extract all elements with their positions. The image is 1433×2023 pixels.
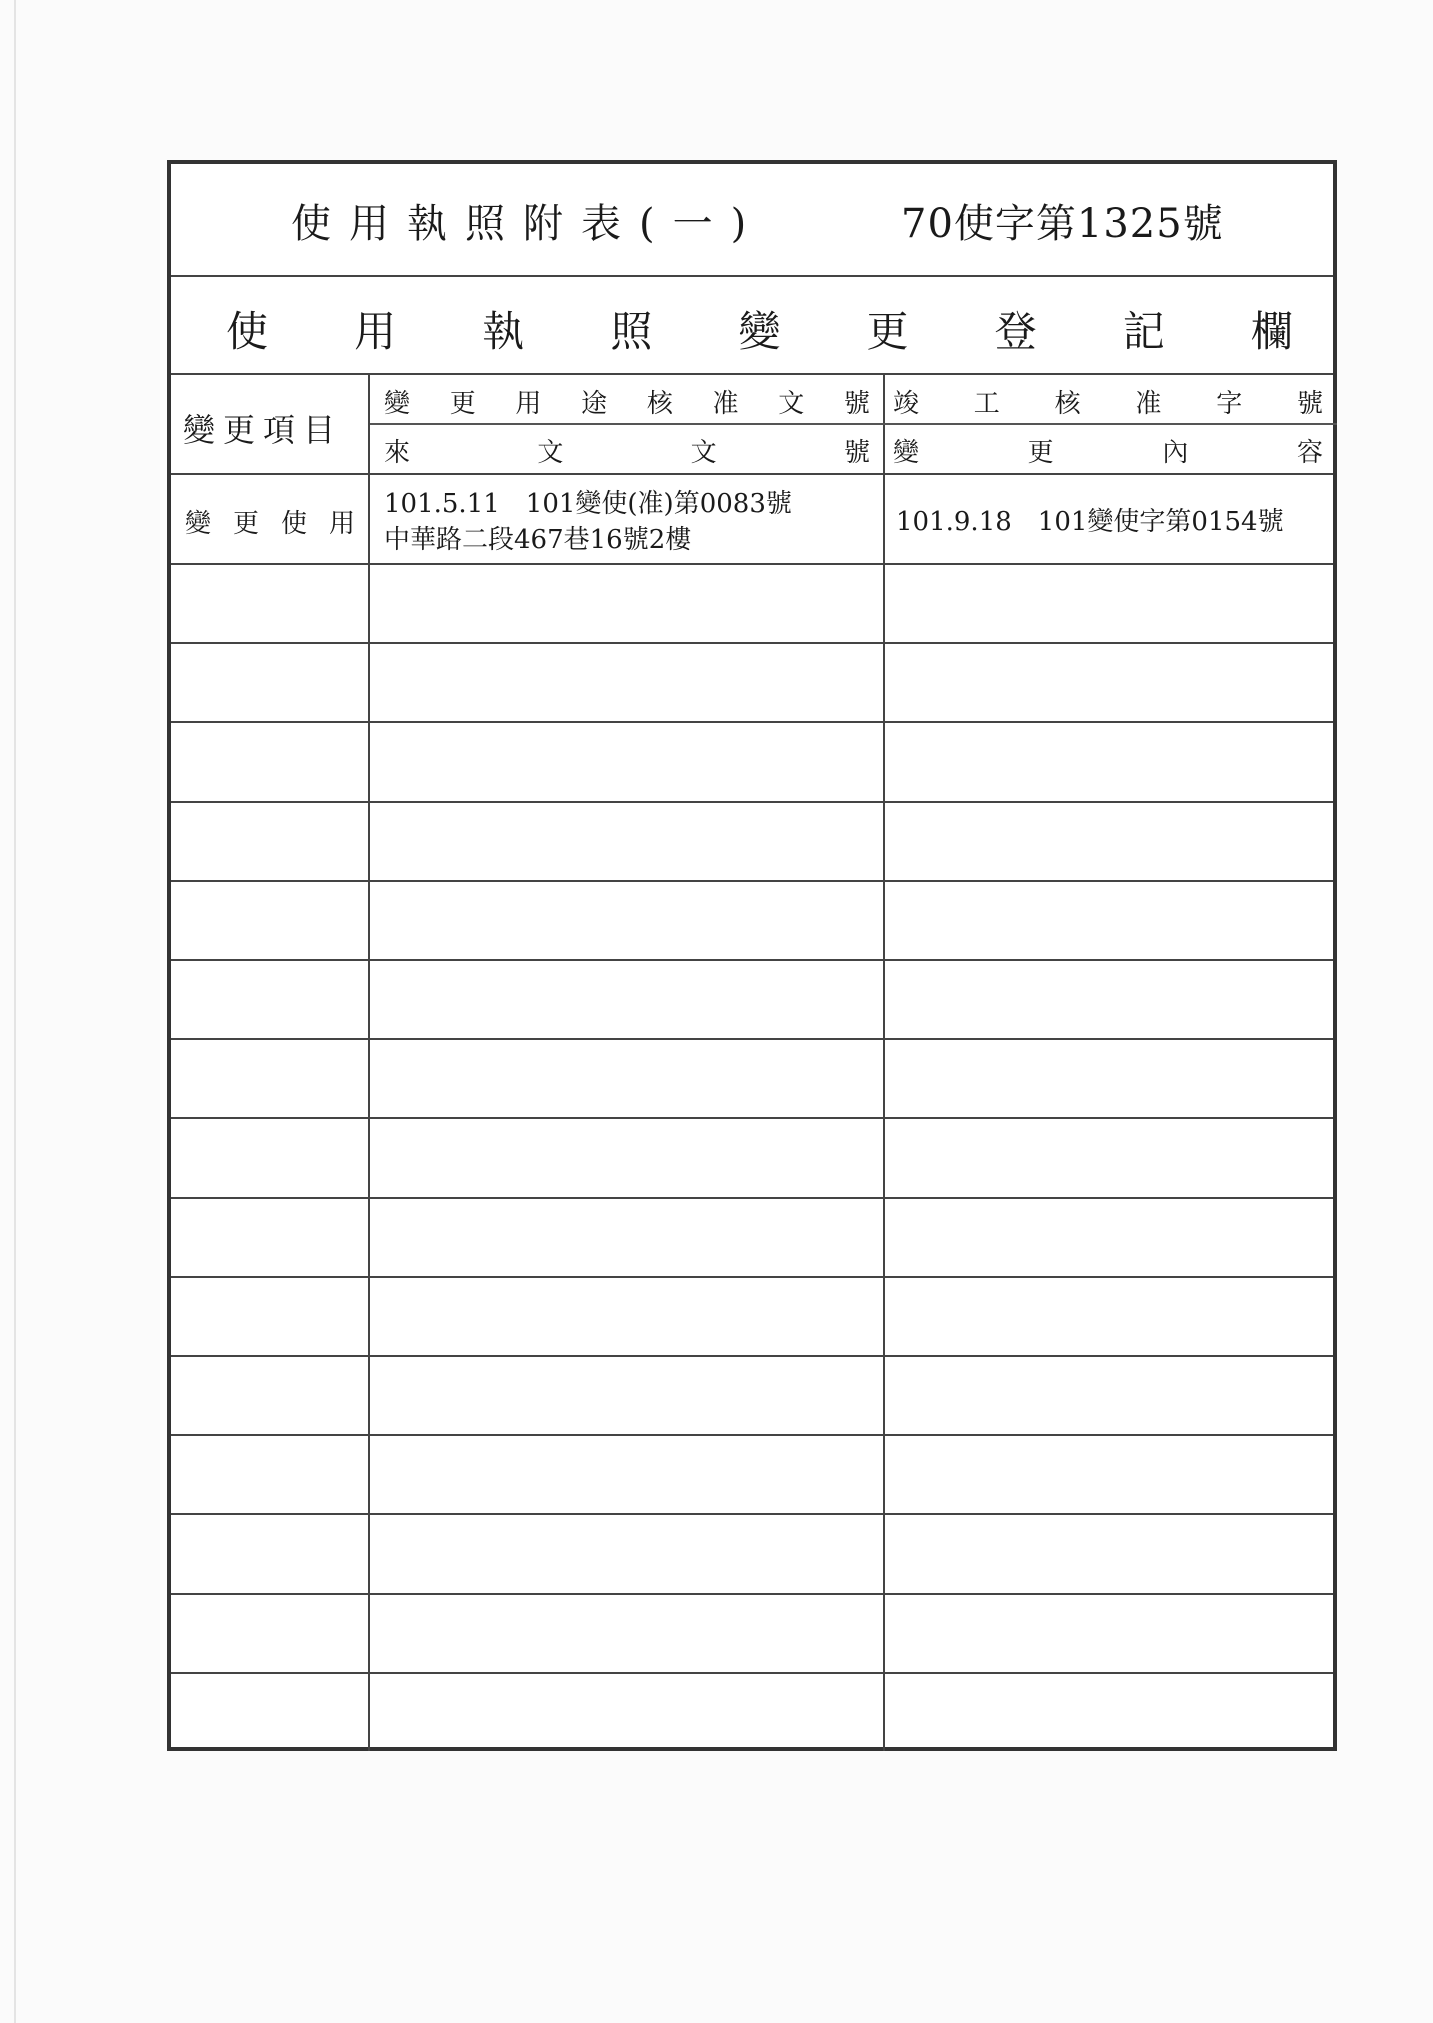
text-char: 變 bbox=[738, 307, 781, 356]
header-subdivider bbox=[370, 423, 1337, 425]
text-char: 文 bbox=[690, 438, 717, 468]
row-approval-address: 中華路二段467巷16號2樓 bbox=[384, 525, 692, 555]
row-completion-number: 101.9.18 101變使字第0154號 bbox=[896, 507, 1284, 537]
license-number: 70使字第1325號 bbox=[901, 201, 1224, 247]
text-char: 用 bbox=[354, 307, 397, 356]
license-appendix-form bbox=[167, 160, 1337, 1751]
row-approval-date-number: 101.5.11 101變使(准)第0083號 bbox=[384, 489, 792, 519]
header-bottom-line bbox=[171, 473, 1333, 475]
text-char: 用 bbox=[328, 509, 355, 539]
column-header-item: 變更項目 bbox=[183, 411, 344, 449]
row-line bbox=[171, 563, 1333, 565]
row-line bbox=[171, 959, 1333, 961]
text-char: 執 bbox=[482, 307, 525, 356]
column-header-completion-number bbox=[893, 383, 1323, 420]
text-char: 字 bbox=[1216, 389, 1243, 419]
form-subtitle bbox=[226, 299, 1293, 359]
text-char: 登 bbox=[994, 307, 1037, 356]
text-char: 更 bbox=[449, 389, 476, 419]
row-item bbox=[185, 503, 355, 540]
text-char: 變 bbox=[185, 509, 212, 539]
text-char: 文 bbox=[537, 438, 564, 468]
text-char: 記 bbox=[1122, 307, 1165, 356]
row-line bbox=[171, 642, 1333, 644]
text-char: 文 bbox=[778, 389, 805, 419]
row-line bbox=[171, 801, 1333, 803]
text-char: 使 bbox=[280, 509, 307, 539]
column-header-approval-number bbox=[384, 383, 870, 420]
row-line bbox=[171, 1672, 1333, 1674]
row-line bbox=[171, 721, 1333, 723]
text-char: 號 bbox=[843, 389, 870, 419]
text-char: 途 bbox=[581, 389, 608, 419]
text-char: 准 bbox=[712, 389, 739, 419]
form-title: 使用執照附表(一) bbox=[291, 201, 765, 247]
text-char: 變 bbox=[384, 389, 411, 419]
text-char: 更 bbox=[866, 307, 909, 356]
text-char: 准 bbox=[1135, 389, 1162, 419]
subtitle-row bbox=[171, 277, 1333, 375]
row-line bbox=[171, 1038, 1333, 1040]
row-line bbox=[171, 1197, 1333, 1199]
row-line bbox=[171, 1355, 1333, 1357]
text-char: 核 bbox=[1054, 389, 1081, 419]
text-char: 變 bbox=[893, 438, 920, 468]
text-char: 核 bbox=[646, 389, 673, 419]
column-header-change-content bbox=[893, 432, 1323, 469]
text-char: 工 bbox=[973, 389, 1000, 419]
row-line bbox=[171, 1513, 1333, 1515]
column-divider-item bbox=[368, 375, 370, 1751]
text-char: 欄 bbox=[1250, 307, 1293, 356]
column-divider-approval bbox=[883, 375, 885, 1751]
text-char: 使 bbox=[226, 307, 269, 356]
text-char: 來 bbox=[384, 438, 411, 468]
text-char: 用 bbox=[515, 389, 542, 419]
text-char: 更 bbox=[232, 509, 259, 539]
register-table bbox=[171, 375, 1333, 1751]
row-line bbox=[171, 1117, 1333, 1119]
row-line bbox=[171, 1276, 1333, 1278]
text-char: 容 bbox=[1296, 438, 1323, 468]
text-char: 號 bbox=[843, 438, 870, 468]
text-char: 照 bbox=[610, 307, 653, 356]
row-line bbox=[171, 880, 1333, 882]
text-char: 竣 bbox=[893, 389, 920, 419]
title-row bbox=[171, 164, 1333, 277]
column-header-incoming-number bbox=[384, 432, 870, 469]
text-char: 更 bbox=[1027, 438, 1054, 468]
row-line bbox=[171, 1434, 1333, 1436]
row-line bbox=[171, 1593, 1333, 1595]
text-char: 內 bbox=[1162, 438, 1189, 468]
text-char: 號 bbox=[1296, 389, 1323, 419]
scan-edge bbox=[14, 0, 16, 2023]
